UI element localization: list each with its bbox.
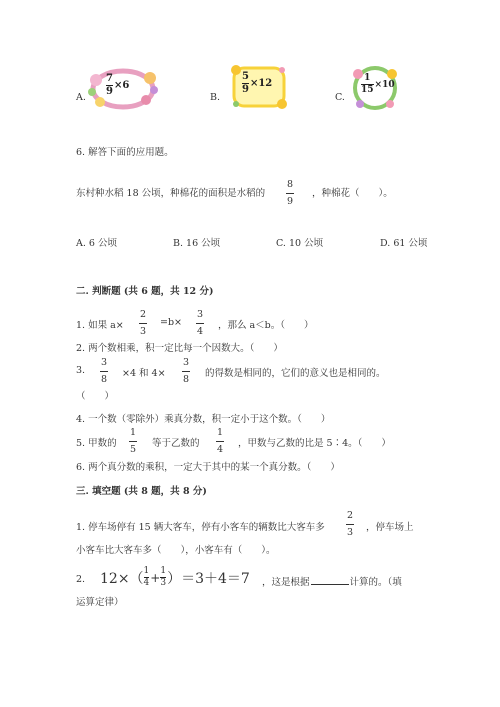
option-b-letter: B. — [210, 92, 221, 103]
s2-q3-p3: 的得数是相同的，它们的意义也是相同的。 — [205, 368, 386, 379]
option-a-letter: A. — [76, 92, 86, 103]
option-a-den: 9 — [106, 86, 113, 97]
s2-q5-p1: 5. 甲数的 — [76, 438, 117, 449]
section2-title: 二. 判断题 (共 6 题，共 12 分) — [76, 286, 214, 297]
s2-q4: 4. 一个数（零除外）乘真分数，积一定小于这个数。（ ） — [76, 414, 331, 425]
q6-fraction: 8 9 — [287, 179, 294, 207]
s2-q3-p4: （ ） — [76, 391, 115, 402]
option-c-letter: C. — [335, 92, 345, 103]
q6-text-after: ，种棉花（ ）。 — [312, 188, 393, 199]
option-b-times: ×12 — [249, 78, 273, 89]
s2-q1-p2: =b× — [160, 317, 183, 328]
option-c-den: 15 — [361, 85, 374, 95]
s2-q1-p3: ，那么 a＜b。（ ） — [218, 320, 314, 331]
s3-q2-label: 2. — [76, 574, 86, 585]
s3-q2-after: ，这是根据 计算的。（填 — [262, 577, 402, 588]
option-c-badge[interactable] — [350, 64, 400, 112]
s2-q3-frac2: 3 8 — [183, 357, 190, 385]
option-c-num: 1 — [364, 73, 371, 83]
s2-q6: 6. 两个真分数的乘积，一定大于其中的某一个真分数。（ ） — [76, 462, 340, 473]
s2-q5-p3: ，甲数与乙数的比是 5∶4。（ ） — [238, 438, 391, 449]
s2-q2: 2. 两个数相乘，积一定比每一个因数大。（ ） — [76, 343, 283, 354]
section3-title: 三. 填空题 (共 8 题，共 8 分) — [76, 486, 207, 497]
q6-choice-b[interactable]: B. 16 公顷 — [173, 238, 221, 249]
q6-choice-a[interactable]: A. 6 公顷 — [76, 238, 117, 249]
option-b-den: 9 — [242, 84, 249, 95]
option-a-times: ×6 — [113, 80, 130, 91]
s2-q5-p2: 等于乙数的 — [152, 438, 200, 449]
option-a-num: 7 — [106, 73, 113, 84]
s3-q1-line2: 小客车比大客车多（ ），小客车有（ ）。 — [76, 545, 276, 556]
answer-blank[interactable] — [311, 576, 349, 585]
q6-choice-c[interactable]: C. 10 公顷 — [276, 238, 324, 249]
s2-q5-frac1: 1 5 — [130, 427, 137, 455]
s2-q1-p1: 1. 如果 a× — [76, 320, 124, 331]
s3-q1-p1: 1. 停车场停有 15 辆大客车，停有小客车的辆数比大客车多 — [76, 522, 325, 533]
s3-q1-frac: 2 3 — [347, 510, 354, 538]
s3-q1-p2: ，停车场上 — [366, 522, 414, 533]
s2-q3-frac1: 3 8 — [101, 357, 108, 385]
option-b-num: 5 — [242, 71, 249, 82]
s2-q1-frac1: 2 3 — [140, 309, 147, 337]
s2-q5-frac2: 1 4 — [217, 427, 224, 455]
s2-q3-p2: ×4 和 4× — [122, 368, 166, 379]
s2-q1-frac2: 3 4 — [197, 309, 204, 337]
option-b-badge[interactable] — [228, 64, 290, 110]
q6-choice-d[interactable]: D. 61 公顷 — [380, 238, 428, 249]
option-a-badge[interactable] — [88, 66, 158, 112]
s2-q3-p1: 3. — [76, 365, 86, 376]
q6-text-before: 东村种水稻 18 公顷，种棉花的面积是水稻的 — [76, 188, 266, 199]
option-c-times: ×10 — [374, 79, 395, 90]
s3-q2-line2: 运算定律） — [76, 597, 124, 608]
q6-heading: 6. 解答下面的应用题。 — [76, 147, 174, 158]
s3-q2-expression: 12×（ 1 4 + 1 3 ）＝3＋4＝7 — [100, 566, 250, 588]
